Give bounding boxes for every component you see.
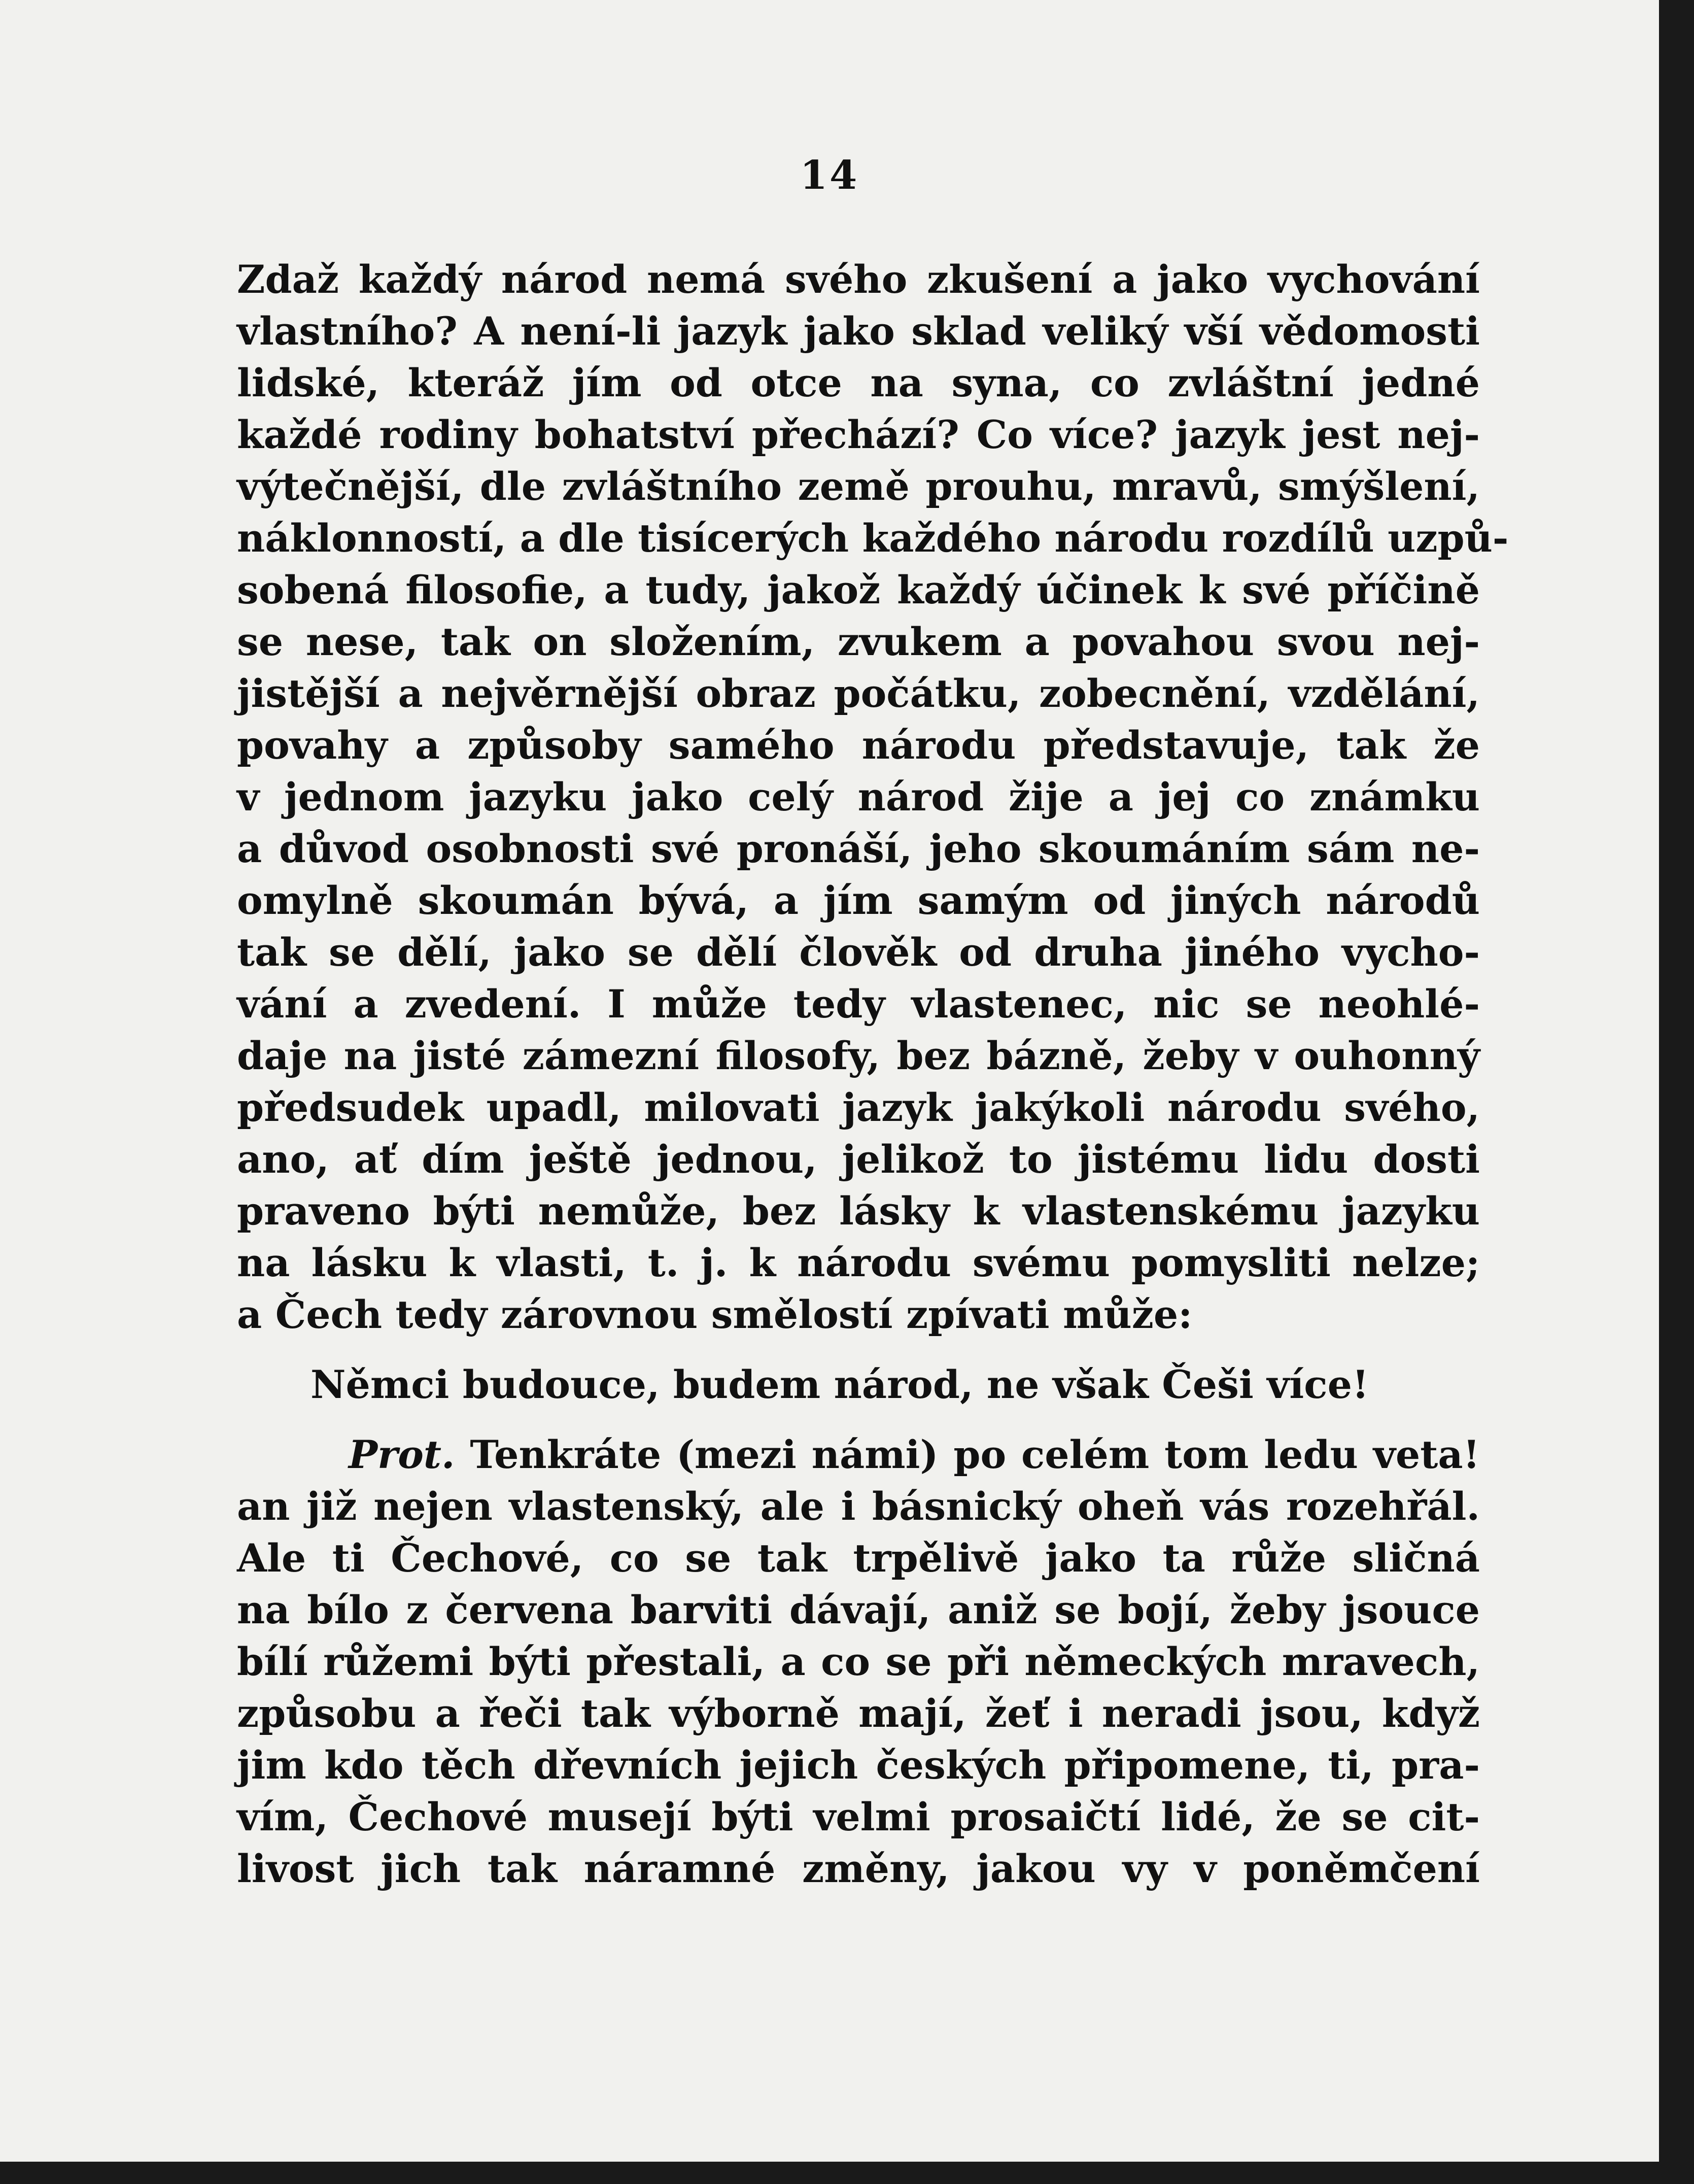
text-line: jim kdo těch dřevních jejich českých připomene, ti, pra- (237, 1743, 1480, 1788)
text-line: ano, ať dím ještě jednou, jelikož to jistému lidu dosti (237, 1137, 1480, 1182)
text-line: Ale ti Čechové, co se tak trpělivě jako ta růže sličná (237, 1535, 1480, 1581)
text-line: omylně skoumán bývá, a jím samým od jiných národů (237, 878, 1480, 923)
text-line: každé rodiny bohatství přechází? Co více? jazyk jest nej- (237, 412, 1480, 457)
text-line: v jednom jazyku jako celý národ žije a jej co známku (237, 774, 1480, 820)
text-line: na bílo z červena barviti dávají, aniž se bojí, žeby jsouce (237, 1587, 1480, 1632)
page-text (237, 254, 1509, 1895)
text-line: vání a zvedení. I může tedy vlastenec, nic se neohlé- (237, 981, 1480, 1027)
text-line: daje na jisté zámezní filosofy, bez bázně, žeby v ouhonný (237, 1033, 1480, 1078)
text-line: lidské, kteráž jím od otce na syna, co zvláštní jedné (237, 360, 1480, 405)
text-line: předsudek upadl, milovati jazyk jakýkoli národu svého, (237, 1085, 1480, 1130)
text-line: a Čech tedy zárovnou smělostí zpívati může: (237, 1292, 1193, 1337)
verse-quote: Němci budouce, budem národ, ne však Češi více! (310, 1362, 1369, 1407)
speaker-line (237, 1429, 1480, 1481)
text-line: tak se dělí, jako se dělí člověk od druha jiného vycho- (237, 930, 1480, 975)
text-line: a důvod osobnosti své pronáší, jeho skoumáním sám ne- (237, 826, 1480, 871)
text-line: Zdaž každý národ nemá svého zkušení a jako vychování (237, 257, 1480, 302)
text-line: výtečnější, dle zvláštního země prouhu, mravů, smýšlení, (237, 464, 1480, 509)
text-line: an již nejen vlastenský, ale i básnický oheň vás rozehřál. (237, 1484, 1480, 1529)
speaker-text: Tenkráte (mezi námi) po celém tom ledu veta! (470, 1432, 1480, 1477)
text-line: praveno býti nemůže, bez lásky k vlastenskému jazyku (237, 1188, 1480, 1234)
text-line: na lásku k vlasti, t. j. k národu svému pomysliti nelze; (237, 1240, 1480, 1285)
text-line: povahy a způsoby samého národu představuje, tak že (237, 723, 1480, 768)
text-line: sobená filosofie, a tudy, jakož každý účinek k své příčině (237, 567, 1480, 612)
text-line: vím, Čechové musejí býti velmi prosaičtí lidé, že se cit- (237, 1794, 1480, 1839)
text-line: způsobu a řeči tak výborně mají, žeť i neradi jsou, když (237, 1691, 1480, 1736)
text-line: livost jich tak náramné změny, jakou vy v poněmčení (237, 1846, 1480, 1891)
text-line: bílí růžemi býti přestali, a co se při německých mravech, (237, 1639, 1480, 1684)
text-line: jistější a nejvěrnější obraz počátku, zobecnění, vzdělání, (237, 671, 1480, 716)
text-line: náklonností, a dle tisícerých každého národu rozdílů uzpů- (237, 516, 1509, 561)
text-line: se nese, tak on složením, zvukem a povahou svou nej- (237, 619, 1480, 664)
page-number: 14 (800, 152, 859, 198)
text-line: vlastního? A není-li jazyk jako sklad veliký vší vědomosti (237, 309, 1480, 354)
speaker-label: Prot. (349, 1432, 455, 1477)
